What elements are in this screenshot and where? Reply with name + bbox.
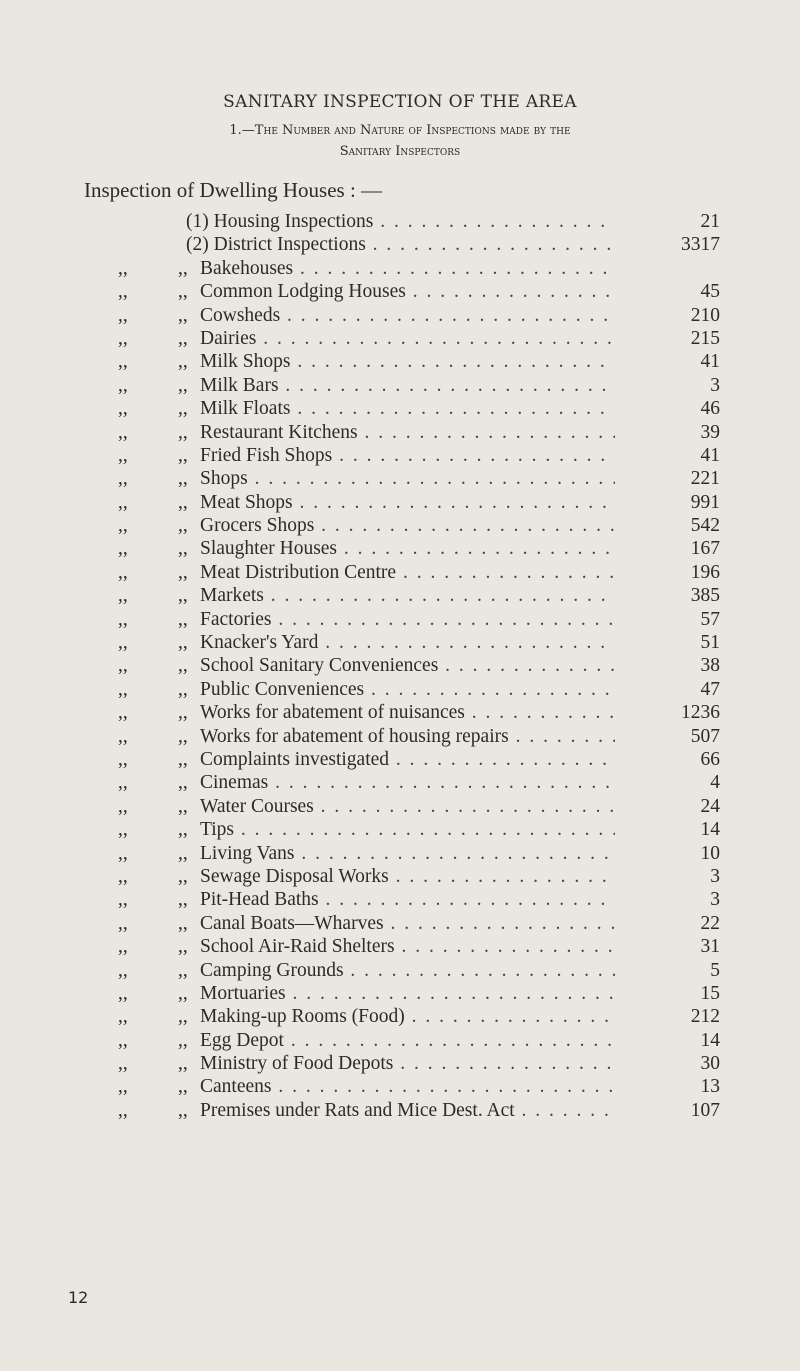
inspection-count: 215 — [690, 327, 720, 349]
ditto-mark: ,, — [118, 748, 128, 770]
inspection-row — [0, 935, 800, 958]
ditto-mark: ,, — [118, 889, 128, 911]
inspection-label: Common Lodging Houses . . . — [200, 280, 740, 303]
inspection-label: Ministry of Food Depots . . . — [200, 1052, 740, 1075]
inspection-row — [0, 1099, 800, 1122]
inspection-row — [0, 1005, 800, 1028]
inspection-label: Milk Floats . . . — [200, 397, 740, 420]
inspection-row — [0, 654, 800, 677]
inspection-count: 46 — [700, 398, 720, 420]
inspection-count: 3317 — [681, 234, 720, 256]
ditto-mark: ,, — [118, 491, 128, 513]
ditto-mark: ,, — [118, 1053, 128, 1075]
ditto-mark: ,, — [118, 1076, 128, 1098]
inspection-label: Dairies . . . — [200, 327, 740, 350]
page-number: 12 — [68, 1288, 89, 1307]
ditto-mark: ,, — [178, 795, 188, 817]
inspection-count: 10 — [700, 842, 720, 864]
inspection-count: 47 — [700, 678, 720, 700]
ditto-mark: ,, — [118, 936, 128, 958]
ditto-mark: ,, — [118, 772, 128, 794]
ditto-mark: ,, — [178, 842, 188, 864]
ditto-mark: ,, — [178, 655, 188, 677]
inspection-label: Egg Depot . . . — [200, 1029, 740, 1052]
inspection-list — [0, 210, 800, 1122]
inspection-count: 14 — [700, 819, 720, 841]
ditto-mark: ,, — [178, 585, 188, 607]
page-title: SANITARY INSPECTION OF THE AREA — [223, 92, 577, 112]
inspection-label: Living Vans . . . — [200, 842, 740, 865]
section-heading: Inspection of Dwelling Houses : — — [84, 178, 383, 202]
inspection-count: 212 — [690, 1006, 720, 1028]
inspection-row — [0, 397, 800, 420]
ditto-mark: ,, — [178, 772, 188, 794]
ditto-mark: ,, — [178, 515, 188, 537]
inspection-label: Mortuaries . . . — [200, 982, 740, 1005]
inspection-label: Markets . . . — [200, 584, 740, 607]
inspection-label: Shops . . . — [200, 467, 740, 490]
ditto-mark: ,, — [178, 865, 188, 887]
ditto-mark: ,, — [178, 538, 188, 560]
inspection-row — [0, 561, 800, 584]
ditto-mark: ,, — [118, 561, 128, 583]
inspection-label: Milk Bars . . . — [200, 374, 740, 397]
inspection-count: 3 — [710, 865, 720, 887]
inspection-row — [0, 233, 800, 256]
ditto-mark: ,, — [118, 421, 128, 443]
ditto-mark: ,, — [178, 561, 188, 583]
ditto-mark: ,, — [178, 327, 188, 349]
inspection-count: 4 — [710, 772, 720, 794]
inspection-count: 57 — [700, 608, 720, 630]
inspection-label: School Air-Raid Shelters . . . — [200, 935, 740, 958]
ditto-mark: ,, — [178, 1053, 188, 1075]
inspection-count: 31 — [700, 936, 720, 958]
inspection-row — [0, 888, 800, 911]
ditto-mark: ,, — [178, 608, 188, 630]
inspection-row — [0, 678, 800, 701]
ditto-mark: ,, — [118, 982, 128, 1004]
inspection-row — [0, 444, 800, 467]
inspection-count: 3 — [710, 374, 720, 396]
inspection-count: 41 — [700, 444, 720, 466]
subtitle-line-2: Sanitary Inspectors — [339, 144, 461, 159]
inspection-row — [0, 304, 800, 327]
inspection-row — [0, 491, 800, 514]
inspection-row — [0, 701, 800, 724]
ditto-mark: ,, — [118, 865, 128, 887]
inspection-count: 51 — [700, 632, 720, 654]
inspection-label: (2) District Inspections . . . — [186, 233, 726, 256]
inspection-count: 107 — [690, 1099, 720, 1121]
ditto-mark: ,, — [118, 398, 128, 420]
inspection-row — [0, 584, 800, 607]
ditto-mark: ,, — [118, 468, 128, 490]
inspection-count: 22 — [700, 912, 720, 934]
inspection-row — [0, 350, 800, 373]
inspection-label: Cowsheds . . . — [200, 304, 740, 327]
ditto-mark: ,, — [178, 1099, 188, 1121]
inspection-row — [0, 421, 800, 444]
inspection-label: Restaurant Kitchens . . . — [200, 421, 740, 444]
ditto-mark: ,, — [178, 1029, 188, 1051]
ditto-mark: ,, — [178, 257, 188, 279]
inspection-row — [0, 818, 800, 841]
inspection-count: 991 — [690, 491, 720, 513]
ditto-mark: ,, — [118, 725, 128, 747]
ditto-mark: ,, — [118, 819, 128, 841]
inspection-row — [0, 771, 800, 794]
ditto-mark: ,, — [118, 351, 128, 373]
ditto-mark: ,, — [118, 795, 128, 817]
ditto-mark: ,, — [118, 1006, 128, 1028]
ditto-mark: ,, — [178, 421, 188, 443]
inspection-count: 13 — [700, 1076, 720, 1098]
inspection-label: Canteens . . . — [200, 1075, 740, 1098]
ditto-mark: ,, — [118, 842, 128, 864]
inspection-row — [0, 748, 800, 771]
inspection-label: Cinemas . . . — [200, 771, 740, 794]
ditto-mark: ,, — [118, 1099, 128, 1121]
inspection-count: 41 — [700, 351, 720, 373]
inspection-count: 15 — [700, 982, 720, 1004]
inspection-count: 3 — [710, 889, 720, 911]
inspection-count: 38 — [700, 655, 720, 677]
inspection-row — [0, 795, 800, 818]
inspection-count: 1236 — [681, 702, 720, 724]
ditto-mark: ,, — [118, 608, 128, 630]
ditto-mark: ,, — [118, 678, 128, 700]
inspection-row — [0, 467, 800, 490]
inspection-row — [0, 1052, 800, 1075]
ditto-mark: ,, — [118, 585, 128, 607]
ditto-mark: ,, — [178, 398, 188, 420]
ditto-mark: ,, — [178, 819, 188, 841]
ditto-mark: ,, — [178, 1006, 188, 1028]
inspection-row — [0, 959, 800, 982]
ditto-mark: ,, — [118, 655, 128, 677]
inspection-label: Making-up Rooms (Food) . . . — [200, 1005, 740, 1028]
inspection-label: (1) Housing Inspections . . . — [186, 210, 726, 233]
inspection-count: 39 — [700, 421, 720, 443]
ditto-mark: ,, — [178, 912, 188, 934]
inspection-label: Grocers Shops . . . — [200, 514, 740, 537]
inspection-label: Camping Grounds . . . — [200, 959, 740, 982]
ditto-mark: ,, — [118, 515, 128, 537]
table-subtitle — [60, 120, 740, 162]
ditto-mark: ,, — [118, 912, 128, 934]
inspection-label: Knacker's Yard . . . — [200, 631, 740, 654]
inspection-label: Works for abatement of housing repairs . . . — [200, 725, 740, 748]
inspection-label: Milk Shops . . . — [200, 350, 740, 373]
inspection-count: 14 — [700, 1029, 720, 1051]
inspection-row — [0, 1029, 800, 1052]
inspection-label: Pit-Head Baths . . . — [200, 888, 740, 911]
inspection-row — [0, 842, 800, 865]
inspection-label: Premises under Rats and Mice Dest. Act . . . — [200, 1099, 740, 1122]
ditto-mark: ,, — [178, 936, 188, 958]
inspection-label: Works for abatement of nuisances . . . — [200, 701, 740, 724]
inspection-count: 45 — [700, 281, 720, 303]
ditto-mark: ,, — [178, 351, 188, 373]
ditto-mark: ,, — [178, 982, 188, 1004]
ditto-mark: ,, — [118, 304, 128, 326]
inspection-count: 5 — [710, 959, 720, 981]
inspection-count: 221 — [690, 468, 720, 490]
ditto-mark: ,, — [178, 959, 188, 981]
inspection-row — [0, 865, 800, 888]
inspection-label: Complaints investigated . . . — [200, 748, 740, 771]
ditto-mark: ,, — [178, 444, 188, 466]
inspection-count: 507 — [690, 725, 720, 747]
inspection-row — [0, 537, 800, 560]
leader-end — [615, 257, 745, 280]
ditto-mark: ,, — [118, 374, 128, 396]
subtitle-line-1: 1.—The Number and Nature of Inspections made by the — [229, 123, 571, 138]
inspection-row — [0, 327, 800, 350]
inspection-label: Public Conveniences . . . — [200, 678, 740, 701]
inspection-row — [0, 210, 800, 233]
ditto-mark: ,, — [178, 702, 188, 724]
inspection-count: 21 — [700, 211, 720, 232]
inspection-label: Canal Boats—Wharves . . . — [200, 912, 740, 935]
inspection-count: 542 — [690, 515, 720, 537]
ditto-mark: ,, — [178, 889, 188, 911]
inspection-label: Fried Fish Shops . . . — [200, 444, 740, 467]
inspection-count: 30 — [700, 1053, 720, 1075]
inspection-label: Tips . . . — [200, 818, 740, 841]
inspection-row — [0, 514, 800, 537]
ditto-mark: ,, — [118, 632, 128, 654]
inspection-label: Water Courses . . . — [200, 795, 740, 818]
ditto-mark: ,, — [178, 748, 188, 770]
inspection-label: Meat Distribution Centre . . . — [200, 561, 740, 584]
inspection-row — [0, 982, 800, 1005]
ditto-mark: ,, — [178, 678, 188, 700]
inspection-count: 66 — [700, 748, 720, 770]
inspection-label: Bakehouses . . . — [200, 257, 740, 280]
ditto-mark: ,, — [118, 327, 128, 349]
ditto-mark: ,, — [178, 304, 188, 326]
ditto-mark: ,, — [178, 281, 188, 303]
inspection-count: 167 — [690, 538, 720, 560]
inspection-label: Meat Shops . . . — [200, 491, 740, 514]
inspection-row — [0, 374, 800, 397]
ditto-mark: ,, — [118, 702, 128, 724]
inspection-label: Factories . . . — [200, 608, 740, 631]
ditto-mark: ,, — [178, 374, 188, 396]
inspection-row — [0, 725, 800, 748]
inspection-row — [0, 912, 800, 935]
ditto-mark: ,, — [178, 632, 188, 654]
inspection-row — [0, 1075, 800, 1098]
inspection-label: Sewage Disposal Works . . . — [200, 865, 740, 888]
ditto-mark: ,, — [118, 281, 128, 303]
ditto-mark: ,, — [118, 959, 128, 981]
ditto-mark: ,, — [118, 444, 128, 466]
inspection-count: 210 — [690, 304, 720, 326]
inspection-row — [0, 631, 800, 654]
ditto-mark: ,, — [178, 1076, 188, 1098]
inspection-count: 24 — [700, 795, 720, 817]
inspection-count: 196 — [690, 561, 720, 583]
ditto-mark: ,, — [118, 257, 128, 279]
ditto-mark: ,, — [118, 538, 128, 560]
inspection-count: 385 — [690, 585, 720, 607]
ditto-mark: ,, — [178, 468, 188, 490]
ditto-mark: ,, — [178, 491, 188, 513]
inspection-row — [0, 608, 800, 631]
inspection-label: Slaughter Houses . . . — [200, 537, 740, 560]
ditto-mark: ,, — [118, 1029, 128, 1051]
inspection-row — [0, 280, 800, 303]
inspection-label: School Sanitary Conveniences . . . — [200, 654, 740, 677]
ditto-mark: ,, — [178, 725, 188, 747]
inspection-row — [0, 257, 800, 280]
